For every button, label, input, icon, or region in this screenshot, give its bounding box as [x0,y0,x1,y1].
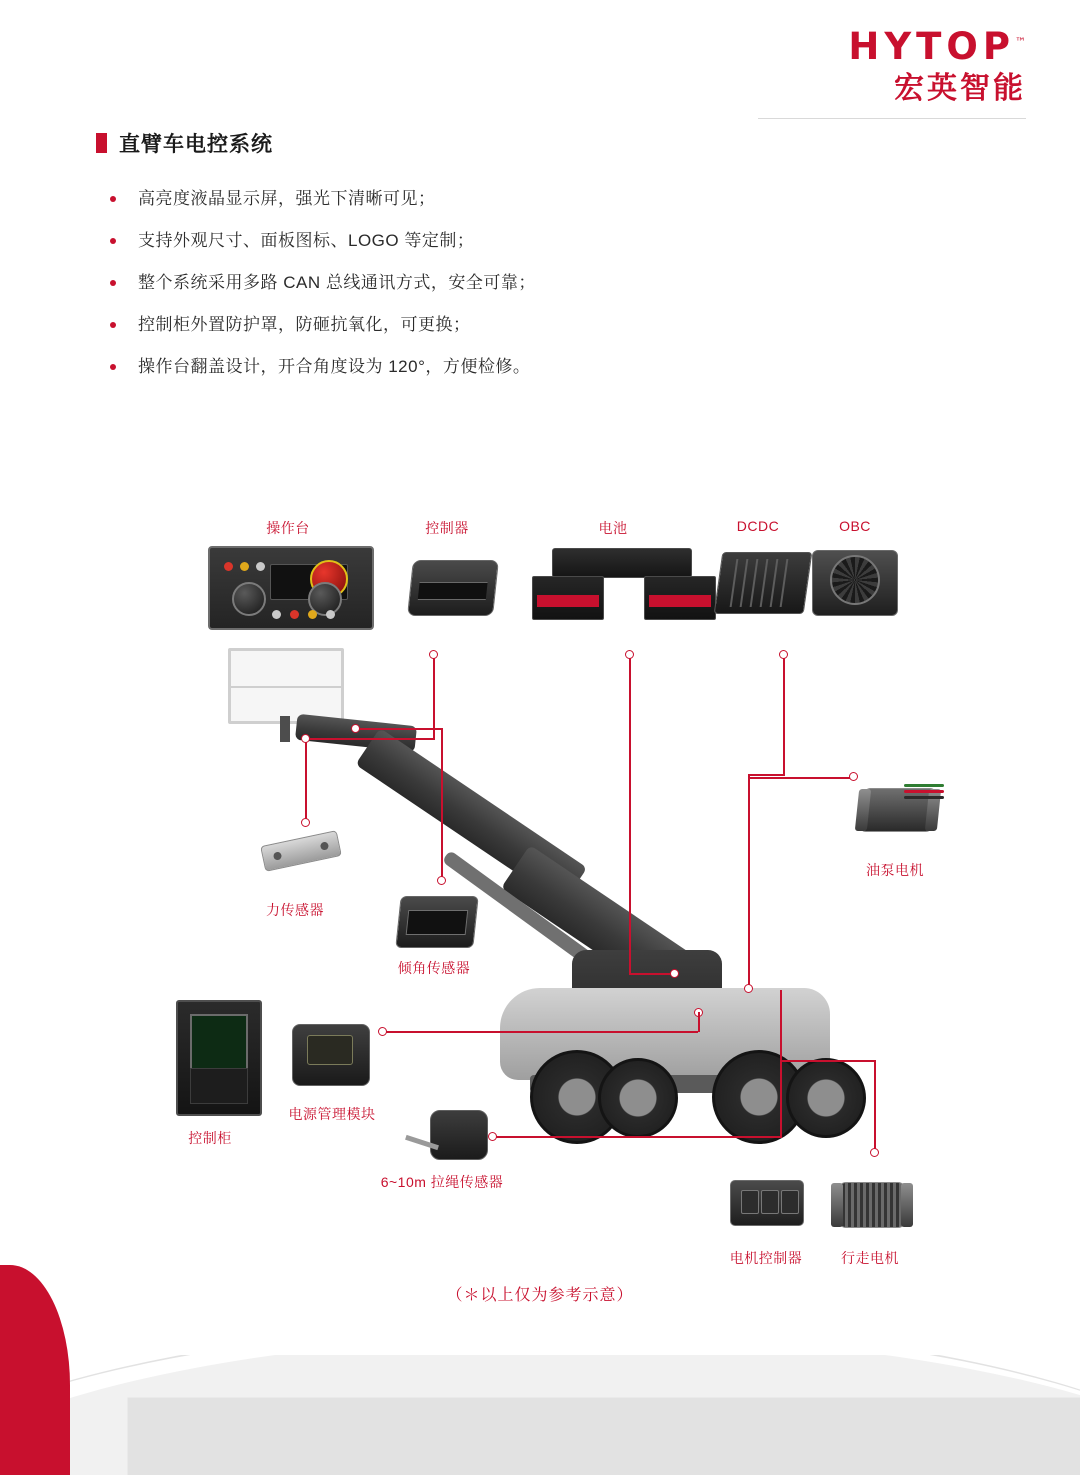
connector-node [437,876,446,885]
wire-red [904,790,944,793]
connector-node [870,1148,879,1157]
brand-chinese-name: 宏英智能 [894,72,1026,105]
device-rope-sensor [430,1110,488,1160]
battery-stripe [649,595,711,607]
brand-wordmark-text: HYTOP [848,25,1015,68]
label-tilt-sensor: 倾角传感器 [397,960,471,976]
connector-line [433,655,435,739]
connector-line [780,1060,875,1062]
title-marker-icon [96,133,107,153]
label-controller: 控制器 [425,520,469,536]
connector-node [625,650,634,659]
device-control-cabinet [176,1000,262,1116]
console-indicator [256,562,265,571]
page-title-text: 直臂车电控系统 [119,133,273,156]
label-control-cabinet: 控制柜 [188,1130,232,1146]
bullet-dot-icon [110,322,116,328]
connector-line [783,655,785,775]
connector-line [698,1012,700,1032]
list-item-text: 操作台翻盖设计，开合角度设为 120°，方便检修。 [138,357,531,376]
dcdc-fin [760,559,769,607]
brand-logo [848,25,1026,105]
motor-controller-terminal [781,1190,799,1214]
motor-controller-terminal [741,1190,759,1214]
bullet-dot-icon [110,280,116,286]
motor-wires [904,784,944,802]
tilt-sensor-plate [406,910,469,935]
bullet-dot-icon [110,196,116,202]
list-item [110,312,870,338]
device-console [208,546,374,630]
list-item-text: 高亮度液晶显示屏，强光下清晰可见； [138,189,436,208]
connector-line [780,990,782,1138]
console-button [290,610,299,619]
bullet-dot-icon [110,364,116,370]
connector-node [351,724,360,733]
connector-line [305,738,307,822]
label-obc: OBC [839,518,871,534]
connector-line [874,1060,876,1150]
connector-node [301,818,310,827]
dcdc-fin [730,559,739,607]
label-oil-pump-motor: 油泵电机 [866,862,924,878]
label-battery: 电池 [598,520,628,536]
connector-node [849,772,858,781]
list-item-text: 支持外观尺寸、面板图标、LOGO 等定制； [138,231,475,250]
bullet-dot-icon [110,238,116,244]
cabinet-wiring-diagram [190,1068,248,1104]
connector-line [748,774,785,776]
pmm-core [307,1035,353,1066]
work-platform-basket [228,648,344,724]
wire-black [904,796,944,799]
motor-controller-terminal [761,1190,779,1214]
feature-list [110,186,870,396]
connector-node [378,1027,387,1036]
system-diagram [0,500,1080,1330]
list-item [110,186,870,212]
list-item-text: 控制柜外置防护罩，防砸抗氧化，可更换； [138,315,471,334]
page-title [96,128,273,158]
label-dcdc: DCDC [736,518,780,534]
device-travel-motor [838,1182,906,1228]
connector-node [429,650,438,659]
label-force-sensor: 力传感器 [266,902,324,918]
connector-line [441,728,443,880]
connector-node [779,650,788,659]
wheel [786,1058,866,1138]
connector-node [744,984,753,993]
label-motor-controller: 电机控制器 [729,1250,803,1266]
device-obc [812,550,898,616]
connector-line [305,738,435,740]
console-button [326,610,335,619]
console-button [308,610,317,619]
motor-endcap [831,1183,843,1227]
connector-line [492,1136,782,1138]
label-rope-sensor: 6~10m 拉绳传感器 [380,1174,504,1190]
footer-decoration-grey [0,1355,1080,1475]
trademark-symbol: ™ [1015,35,1026,49]
header-divider [758,118,1026,119]
label-power-management-module: 电源管理模块 [288,1106,376,1122]
controller-connector-band [418,582,487,600]
motor-endcap [901,1183,913,1227]
list-item [110,228,870,254]
force-sensor-hole [320,841,329,850]
basket-post [280,716,290,742]
dcdc-fin [750,559,759,607]
device-battery-cell [532,576,604,620]
connector-line [382,1031,698,1033]
console-indicator [224,562,233,571]
connector-line [355,728,443,730]
dcdc-fin [740,559,749,607]
dcdc-fin [780,559,789,607]
connector-node [301,734,310,743]
connector-line [629,655,631,975]
joystick-left [232,582,266,616]
obc-fan-icon [830,555,880,605]
device-battery-cell [644,576,716,620]
diagram-footnote: （＊以上仅为参考示意） [446,1287,634,1304]
force-sensor-hole [273,851,282,860]
connector-line [748,774,750,990]
connector-line [748,777,853,779]
battery-stripe [537,595,599,607]
device-battery-pack [552,548,692,578]
label-travel-motor: 行走电机 [841,1250,899,1266]
device-motor-controller [730,1180,804,1226]
list-item [110,270,870,296]
device-power-management-module [292,1024,370,1086]
brand-wordmark [848,25,1026,68]
device-tilt-sensor [395,896,478,948]
connector-line [629,973,675,975]
console-indicator [240,562,249,571]
label-console: 操作台 [266,520,310,536]
dcdc-fin [770,559,779,607]
console-button [272,610,281,619]
wire-green [904,784,944,787]
connector-node [670,969,679,978]
device-controller [407,560,499,616]
device-dcdc [714,552,813,614]
cabinet-display [190,1014,248,1070]
list-item-text: 整个系统采用多路 CAN 总线通讯方式，安全可靠； [138,273,536,292]
wheel [598,1058,678,1138]
list-item [110,354,870,380]
boom-lift-illustration [200,620,880,1240]
connector-node [488,1132,497,1141]
